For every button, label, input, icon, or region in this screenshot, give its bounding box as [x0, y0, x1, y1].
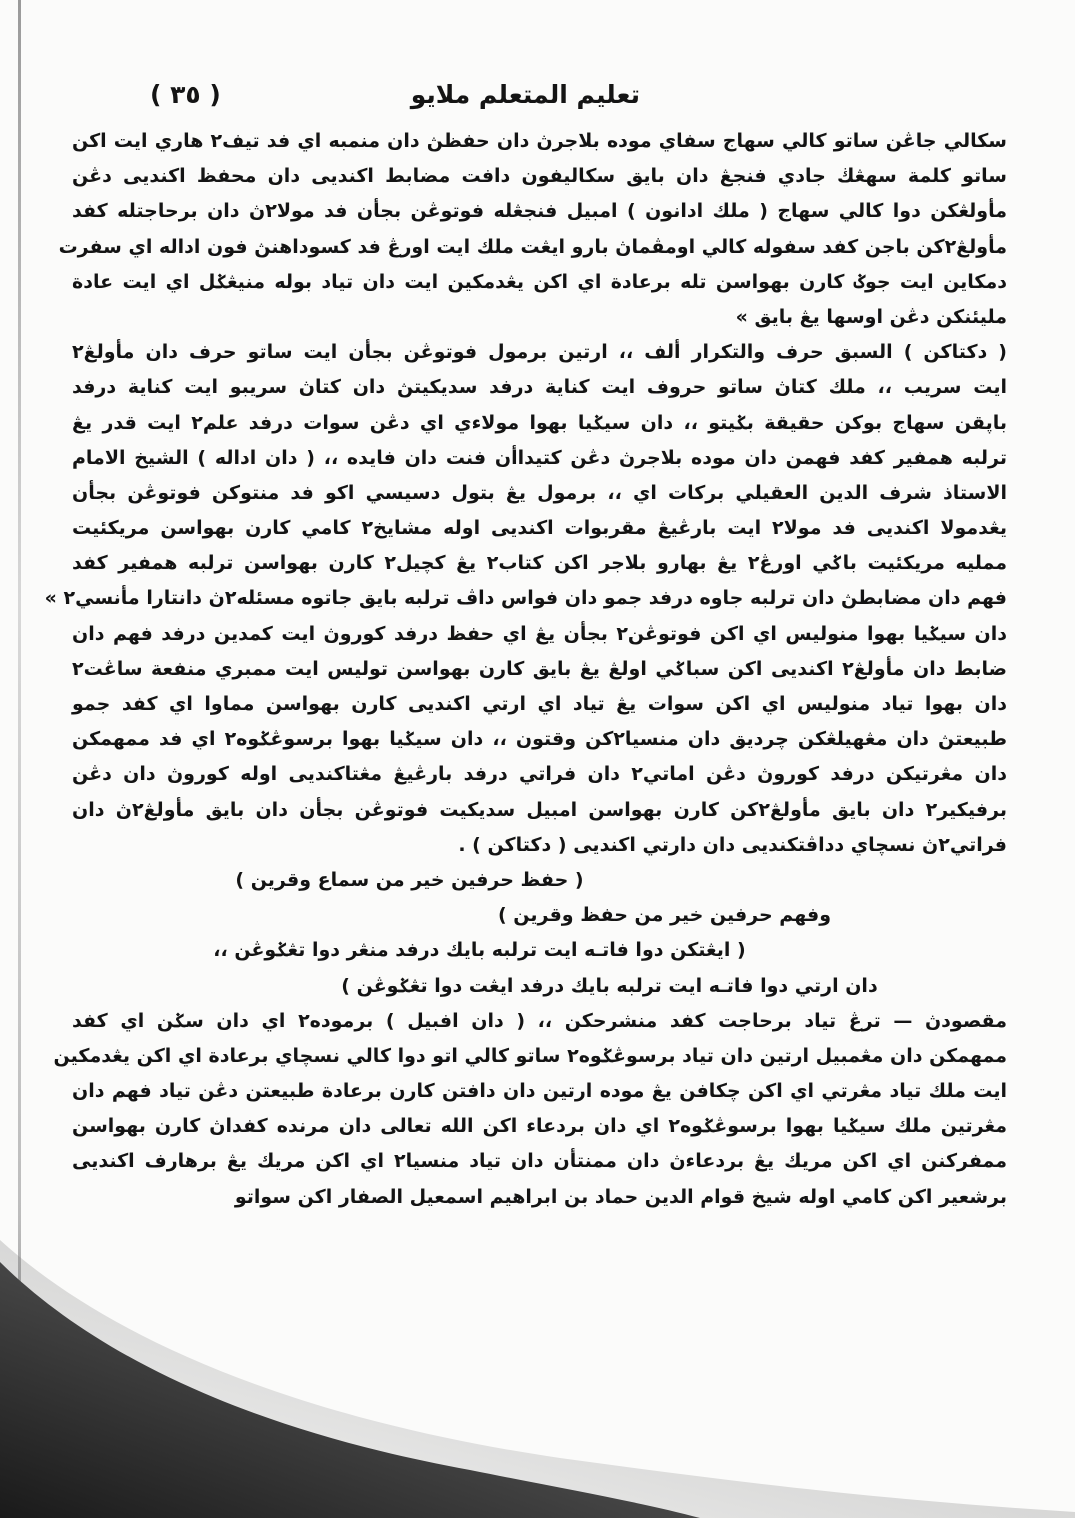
text-line: ممهمكن دان مڠمبيل ارتين دان تياد برسوڠݢوه٢ ساتو كالي اتو دوا كالي نسچاي برعادة اي اكن يڠدمكين: [53, 1044, 1007, 1067]
corner-shadow-dark: [0, 1262, 700, 1518]
text-line: ضابط دان مأولڠ٢ اكنديى اكن سباݢي اولڠ يڠ بايق كارن بهواسن توليس ايت ممبري منفعة ساڠت٢: [72, 657, 1007, 680]
poem-verse-malay-1: ( ايڠتكن دوا فاتـه ايت ترلبه بايك درفد منڠر دوا تڠݢوڠن ،،: [213, 939, 746, 962]
text-line: دان بهوا تياد منوليس اي اكن سوات يڠ تياد اي ارتي اكنديى كارن بهواسن مماوا اي كفد جمو: [72, 693, 1007, 715]
text-line: مقصودڽ — ترڠ تياد برحاجت كفد منشرحكن ،، ( دان افبيل ) برموده٢ اي دان سݢن اي كفد: [72, 1009, 1007, 1032]
text-line: فهم دان مضابطڽ دان ترلبه جاوه درفد جمو دان فواس داڤ ترلبه بايق جاتوه مسئله٢ڽ دانتارا مأنسي٢ »: [44, 587, 1007, 610]
text-line: ايت ملك تياد مڠرتي اي اكن چكافن يڠ موده ارتين دان دافتن كارن برعادة طبيعتن دڠن تياد فهم دان: [72, 1080, 1007, 1103]
page-header: [150, 72, 640, 118]
corner-shadow-halo: [0, 1240, 1075, 1518]
text-line: يڠدمولا اكنديى فد مولا٢ ايت بارڠيڠ مقربوات اكنديى اوله مشايخ٢ كامي كارن بهواسن مريكئيت: [72, 517, 1007, 540]
text-line: باڽقن سهاج بوكن حقيقة بݢيتو ،، دان سيݢيا بهوا مولاءي اي دڠن سوات درفد علم٢ ايت قدر يڠ: [72, 411, 1007, 434]
text-line: ممفركنن اي اكن مريك يڠ بردعاءڽ دان ممنتأن دان تياد منسيا٢ اي اكن مريك يڠ برهارف اكنديى: [72, 1150, 1008, 1173]
text-line: دان سيݢيا بهوا منوليس اي اكن فوتوڠن٢ بجأن يڠ اي حفظ درفد كوروڽ ايت كمدين درفد فهم دان: [72, 622, 1007, 645]
text-line: ممليه مريكئيت باݢي اورڠ٢ يڠ بهارو بلاجر اكن كتاب٢ يڠ كچيل٢ كارن بهواسن ترلبه همفير كفد: [72, 552, 1007, 575]
text-line: سكالي جاڠن ساتو كالي سهاج سفاي موده بلاجرڽ دان حفظڽ دان منمبه اي فد تيف٢ هاري ايت اكن: [72, 130, 1007, 152]
text-line: ( دكتاكن ) السبق حرف والتكرار ألف ،، ارتين برمول فوتوڠن بجأن ايت ساتو حرف دان مأولڠ٢: [72, 341, 1007, 364]
text-line: مليئنكن دڠن اوسها يڠ بايق »: [735, 305, 1007, 328]
poem-verse-arabic-1: ( حفظ حرفين خير من سماع وقرين ): [235, 868, 584, 891]
body-text: [44, 124, 1008, 1215]
text-line: الاستاذ شرف الدين العقيلي بركات اي ،، برمول يڠ بتول دسيسي اكو فد منتوكن فوتوڠن بجأن: [72, 481, 1007, 504]
text-line: ساتو كلمة سهڠڬ جادي فنجڠ دان بايق سكاليفون دافت مضابط اكنديى دان محفظ اكنديى دڠن: [72, 165, 1007, 188]
text-line: برشعير اكن كامي اوله شيخ قوام الدين حماد بن ابراهيم اسمعيل الصفار اكن سواتو: [234, 1185, 1007, 1208]
text-line: دمكاين ايت جوݢ كارن بهواسن تله برعادة اي اكن يڠدمكين ايت دان تياد بوله منيڠݢل اي ايت عادة: [72, 270, 1007, 293]
text-line: ايت سريب ،، ملك كتاڽ ساتو حروف ايت كناية درفد سديكيتڽ دان كتاڽ سريبو ايت كناية درفد: [72, 376, 1007, 399]
poem-verse-arabic-2: وفهم حرفين خير من حفظ وقرين ): [497, 904, 832, 927]
poem-verse-malay-2: دان ارتي دوا فاتـه ايت ترلبه بايك درفد ايڠت دوا تڠݢوڠن ): [341, 974, 878, 997]
page-number: ( ٣٥ ): [150, 80, 221, 109]
text-line: دان مڠرتيكن درفد كوروڽ دڠن اماتي٢ دان فراتي درفد بارڠيڠ مڠتاكنديى اوله كوروڽ دان دڠن: [72, 763, 1007, 786]
text-line: طبيعتڽ دان مڠهيلڠكن چرديق دان منسيا٢كن وقتون ،، دان سيݢيا بهوا برسوڠݢوه٢ اي فد ممهمكن: [72, 728, 1008, 751]
running-title: تعليم المتعلم ملايو: [410, 80, 640, 109]
page-binding-edge: [18, 0, 21, 1518]
text-line: فراتي٢ڽ نسچاي دداڤتكنديى دان دارتي اكنديى ( دكتاكن ) .: [458, 833, 1007, 856]
text-line: برفيكير٢ دان بايق مأولڠ٢كن كارن بهواسن امبيل سديكيت فوتوڠن بجأن دان بايق مأولڠ٢ڽ دان: [72, 798, 1007, 821]
text-line: ترلبه همفير كفد فهمن دان موده بلاجرڽ دڠن كتيداأن فنت دان فايده ،، ( دان اداله ) الشيخ الامام: [72, 446, 1007, 469]
text-line: مأولڠكن دوا كالي سهاج ( ملك ادانون ) امبيل فنجڠله فوتوڠن بجأن فد مولا٢ڽ دان برحاجتله كفد: [72, 200, 1008, 223]
text-line: مأولڠ٢كن باجن كفد سفوله كالي اومڤماڽ بارو ايڠت ملك ايت اورڠ فد كسوداهنڽ فون اداله اي سفرت: [58, 235, 1007, 258]
text-line: مڠرتين ملك سيݢيا بهوا برسوڠݢوه٢ اي دان بردعاء اكن الله تعالى دان مرنده كفداڽ كارن بهواسن: [72, 1115, 1007, 1138]
